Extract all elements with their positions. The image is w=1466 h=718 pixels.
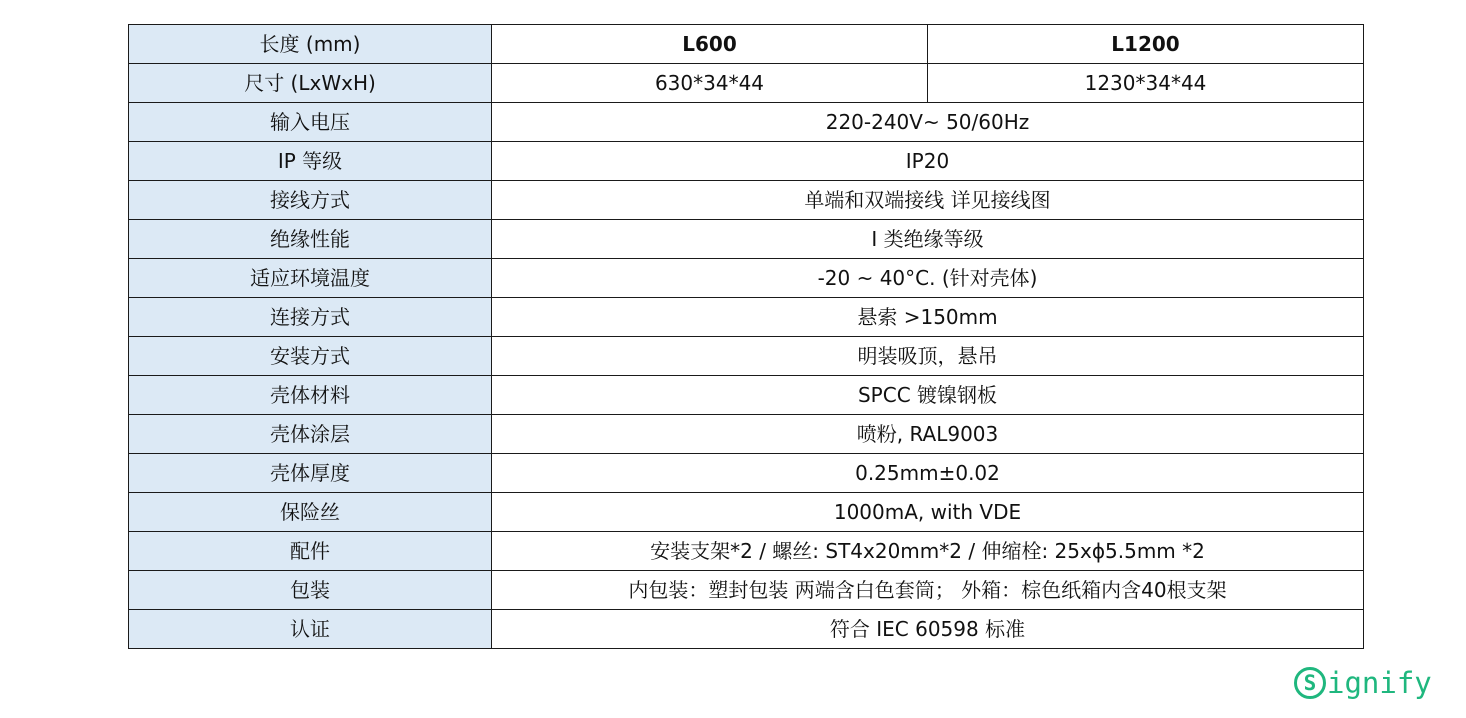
column-header-l1200: L1200 — [928, 25, 1364, 64]
table-row — [129, 337, 1364, 376]
row-label: 尺寸 (LxWxH) — [129, 64, 492, 103]
table-row — [129, 25, 1364, 64]
cell-value: 符合 IEC 60598 标准 — [492, 610, 1364, 649]
table-row — [129, 142, 1364, 181]
column-header-l600: L600 — [492, 25, 928, 64]
table-row — [129, 298, 1364, 337]
cell-value: 0.25mm±0.02 — [492, 454, 1364, 493]
table-row — [129, 415, 1364, 454]
row-label: 绝缘性能 — [129, 220, 492, 259]
row-label: 输入电压 — [129, 103, 492, 142]
cell-value: 安装支架*2 / 螺丝: ST4x20mm*2 / 伸缩栓: 25xϕ5.5mm *2 — [492, 532, 1364, 571]
table-row — [129, 532, 1364, 571]
cell-value-l1200: 1230*34*44 — [928, 64, 1364, 103]
cell-value: 220-240V~ 50/60Hz — [492, 103, 1364, 142]
table-row — [129, 454, 1364, 493]
table-row — [129, 103, 1364, 142]
signify-logo — [1294, 661, 1448, 705]
row-label: 保险丝 — [129, 493, 492, 532]
cell-value: 单端和双端接线 详见接线图 — [492, 181, 1364, 220]
signify-logo-text: ignify — [1327, 665, 1432, 700]
table-row — [129, 571, 1364, 610]
row-label: 壳体涂层 — [129, 415, 492, 454]
table-row — [129, 610, 1364, 649]
row-label: 壳体厚度 — [129, 454, 492, 493]
table-row — [129, 376, 1364, 415]
spec-table — [128, 24, 1364, 649]
table-row — [129, 493, 1364, 532]
row-label: 壳体材料 — [129, 376, 492, 415]
row-label: 安装方式 — [129, 337, 492, 376]
signify-logo-mark-icon: S — [1294, 667, 1326, 699]
row-label: 连接方式 — [129, 298, 492, 337]
row-label: 适应环境温度 — [129, 259, 492, 298]
row-label: 接线方式 — [129, 181, 492, 220]
table-row — [129, 259, 1364, 298]
cell-value: 明装吸顶，悬吊 — [492, 337, 1364, 376]
cell-value: I 类绝缘等级 — [492, 220, 1364, 259]
cell-value: SPCC 镀镍钢板 — [492, 376, 1364, 415]
row-label: IP 等级 — [129, 142, 492, 181]
row-label: 认证 — [129, 610, 492, 649]
cell-value-l600: 630*34*44 — [492, 64, 928, 103]
cell-value: 内包装：塑封包装 两端含白色套筒； 外箱：棕色纸箱内含40根支架 — [492, 571, 1364, 610]
cell-value: 1000mA, with VDE — [492, 493, 1364, 532]
cell-value: 喷粉, RAL9003 — [492, 415, 1364, 454]
cell-value: -20 ~ 40°C. (针对壳体) — [492, 259, 1364, 298]
row-label: 长度 (mm) — [129, 25, 492, 64]
table-row — [129, 64, 1364, 103]
row-label: 配件 — [129, 532, 492, 571]
cell-value: IP20 — [492, 142, 1364, 181]
row-label: 包装 — [129, 571, 492, 610]
table-row — [129, 220, 1364, 259]
table-row — [129, 181, 1364, 220]
cell-value: 悬索 >150mm — [492, 298, 1364, 337]
